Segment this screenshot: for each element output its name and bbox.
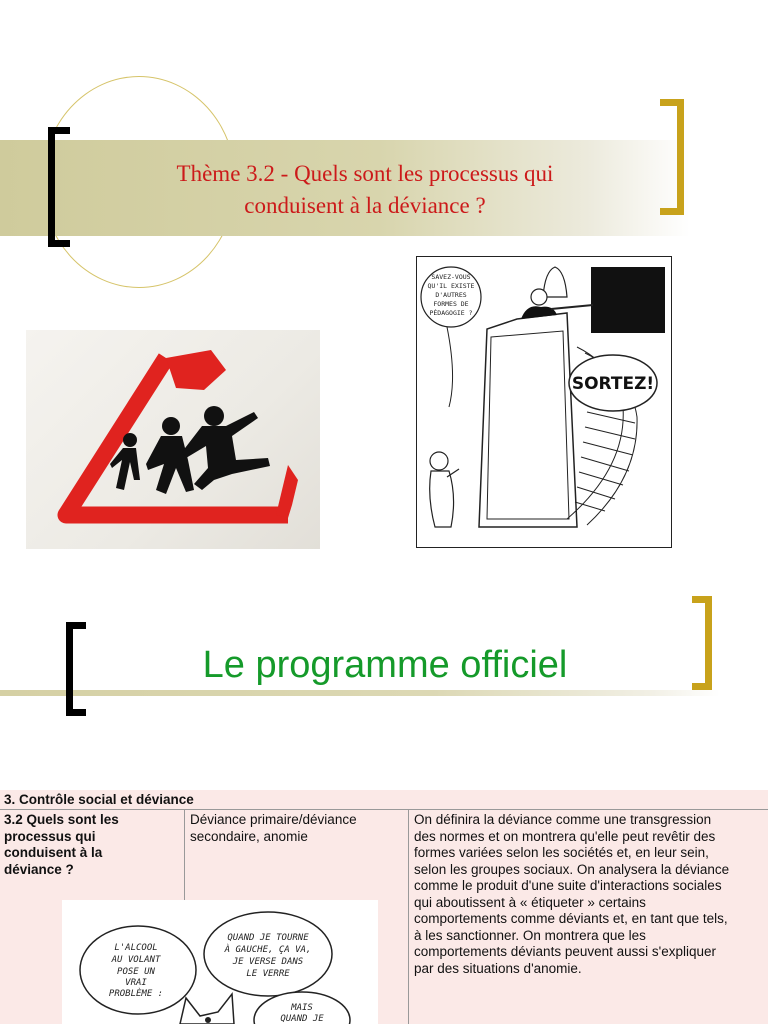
comic-bubble2-line-3: JE VERSE DANS [232,957,304,967]
comic-bubble1-line-4: VRAI [125,978,147,988]
instructions-line: par des situations d'anomie. [414,960,582,976]
notions-line: Déviance primaire/déviance [190,812,357,827]
cartoon-bubble2-text: SORTEZ! [571,374,655,394]
question-line: conduisent à la [4,845,103,860]
table-cell-notions [190,812,406,845]
comic-bubble2-line-4: LE VERRE [246,969,290,979]
instructions-line: formes variées selon les sociétés et, en leur sein, [414,845,709,860]
question-line: déviance ? [4,861,74,877]
slide-title-line-2: conduisent à la déviance ? [244,193,486,218]
program-band [0,690,720,696]
alcohol-comic-drawing [62,900,378,1024]
comic-bubble2-line-2: À GAUCHE, ÇA VA, [224,945,312,955]
comic-bubble3-line-2: QUAND JE [280,1014,324,1024]
instructions-line: qui aboutissent à « étiqueter » certains [414,894,646,910]
comic-bubble1-line-3: POSE UN [117,967,155,977]
comic-bubble1-line-2: AU VOLANT [111,955,161,965]
table-header: 3. Contrôle social et déviance [0,790,768,810]
comic-bubble1-line-1: L'ALCOOL [114,943,158,953]
slide-title-line-1: Thème 3.2 - Quels sont les processus qui [176,161,554,186]
right-bracket-2 [692,596,712,690]
cartoon-bubble1-line-1: SAVEZ-VOUS [431,273,471,281]
comic-bubble3-line-1: MAIS [291,1003,313,1013]
left-bracket-2 [66,622,86,716]
instructions-line: comme le produit d'une suite d'interactions sociales [414,878,722,893]
instructions-line: à les sanctionner. On montrera que les [414,927,646,943]
cartoon-bubble1-line-2: QU'IL EXISTE [427,282,475,290]
question-line: 3.2 Quels sont les [4,812,119,827]
column-divider-2 [408,810,409,1024]
table-cell-instructions [414,812,768,977]
left-bracket [48,127,70,247]
instructions-line: selon les groupes sociaux. On analysera la déviance [414,861,730,877]
right-bracket [660,99,684,215]
pulpit-cartoon [416,256,672,548]
instructions-line: comportements comme déviants et, en tant que tels, [414,911,728,926]
program-title: Le programme officiel [202,644,568,686]
question-line: processus qui [4,828,96,844]
instructions-line: comportements déviants peuvent aussi s'expliquer [414,944,716,959]
table-cell-question [4,812,182,878]
road-sign-illustration [26,330,320,549]
cartoon-bubble1-line-5: PÉDAGOGIE ? [429,309,473,317]
cartoon-bubble1-line-3: D'AUTRES [435,291,467,299]
cartoon-bubble1-line-4: FORMES DE [433,300,469,308]
slide-title [95,158,635,222]
notions-line: secondaire, anomie [190,828,308,844]
pulpit-cartoon-drawing [417,257,670,546]
instructions-line: des normes et on montrera qu'elle peut revêtir des [414,828,716,844]
alcohol-comic [62,900,378,1024]
comic-bubble1-line-5: PROBLÈME : [108,989,164,999]
comic-bubble2-line-1: QUAND JE TOURNE [227,933,309,943]
children-road-sign-photo [26,330,320,549]
instructions-line: On définira la déviance comme une transgression [414,812,712,827]
